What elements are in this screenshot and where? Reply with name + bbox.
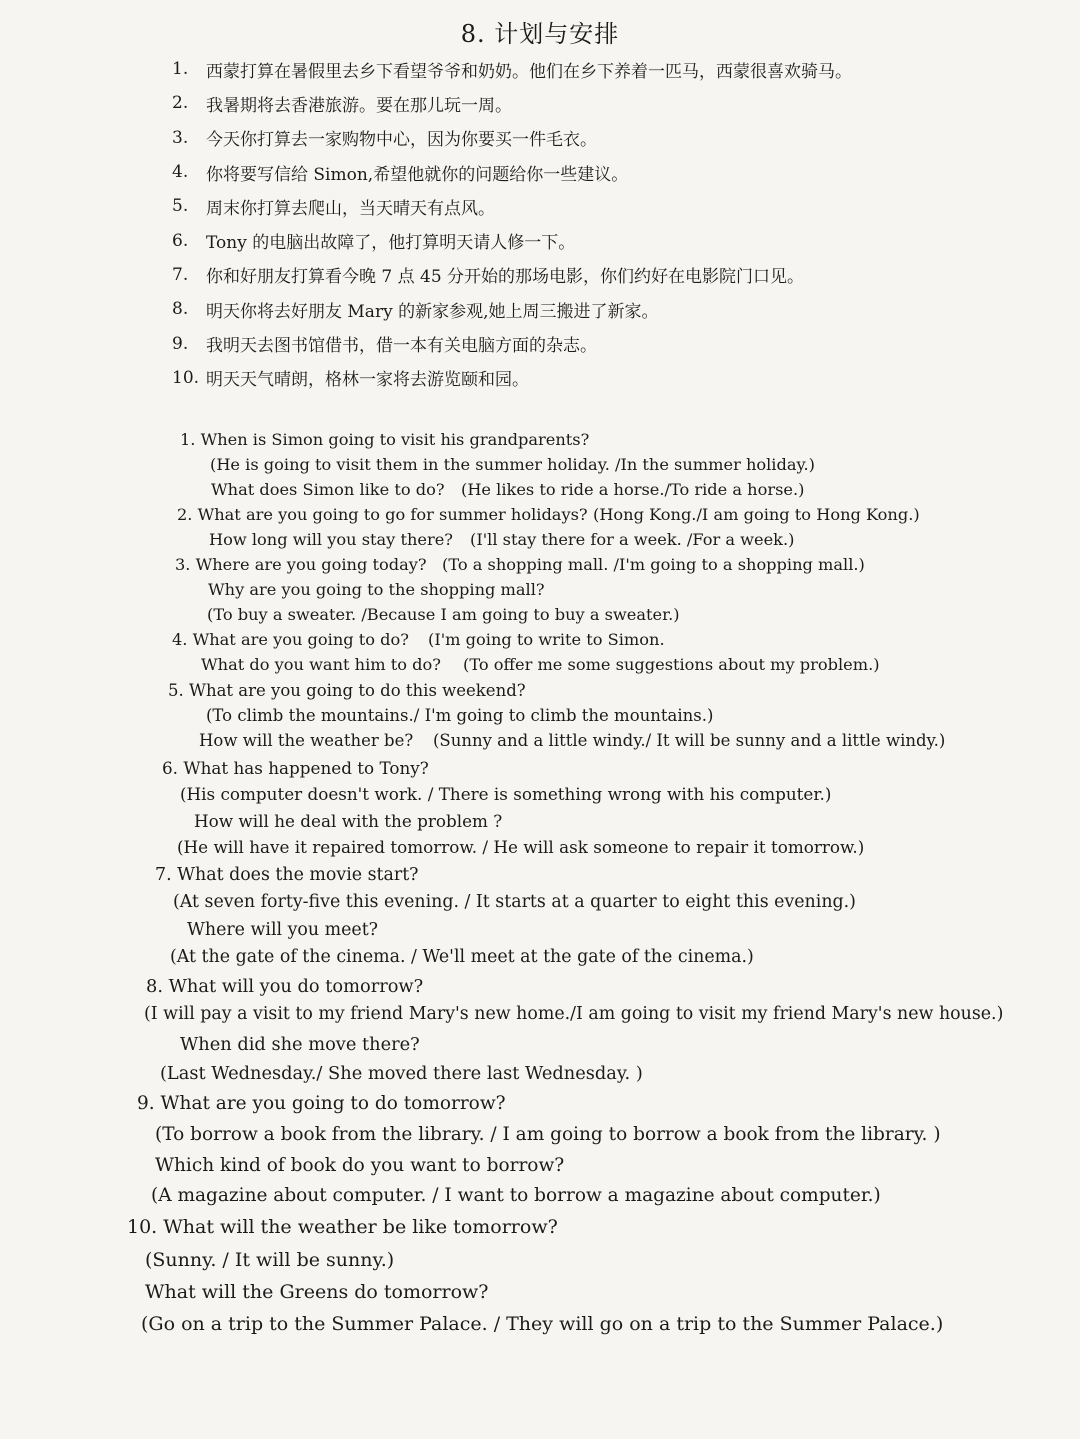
prompt-text: 你和好朋友打算看今晚 7 点 45 分开始的那场电影，你们约好在电影院门口见。 xyxy=(206,267,805,288)
answer-line xyxy=(209,530,794,549)
answer-text: Where will you meet? xyxy=(187,920,379,940)
answer-text: 5. What are you going to do this weekend? xyxy=(168,681,526,700)
page-title: 8. 计划与安排 xyxy=(460,20,620,48)
prompt-number: 2. xyxy=(172,93,189,114)
answer-line xyxy=(173,892,856,912)
prompt-text: 明天你将去好朋友 Mary 的新家参观,她上周三搬进了新家。 xyxy=(206,301,659,322)
prompt-text: 周末你打算去爬山，当天晴天有点风。 xyxy=(206,198,495,219)
answer-text: How will he deal with the problem ? xyxy=(194,811,503,831)
answer-text: 10. What will the weather be like tomorrow? xyxy=(127,1216,558,1238)
answer-line xyxy=(155,865,419,885)
answer-text: What will the Greens do tomorrow? xyxy=(145,1281,489,1303)
prompt-number: 3. xyxy=(172,127,189,148)
answer-text: 4. What are you going to do? xyxy=(172,630,409,649)
prompt-number: 8. xyxy=(172,299,189,320)
answer-line xyxy=(145,1249,394,1271)
prompt-number: 1. xyxy=(172,59,189,80)
prompt-number: 6. xyxy=(172,230,189,251)
answer-line xyxy=(127,1216,558,1238)
answer-line xyxy=(170,947,754,967)
answer-line xyxy=(144,1004,1003,1024)
answer-text: What does Simon like to do? xyxy=(211,480,445,499)
answer-line xyxy=(208,580,545,599)
answer-line xyxy=(210,455,815,474)
answer-line xyxy=(194,811,502,831)
answer-line xyxy=(177,505,920,524)
answer-line xyxy=(177,837,864,857)
answer-text: (To climb the mountains./ I'm going to climb the mountains.) xyxy=(206,706,714,725)
answer-line xyxy=(180,430,589,449)
answer-text: (He is going to visit them in the summer holiday. /In the summer holiday.) xyxy=(210,455,815,474)
answer-text: How will the weather be? xyxy=(199,731,414,750)
answer-text: (To buy a sweater. /Because I am going to buy a sweater.) xyxy=(207,605,680,624)
answer-line xyxy=(199,731,945,750)
answer-text: (At seven forty-five this evening. / It starts at a quarter to eight this evening.) xyxy=(173,892,856,912)
prompt-number: 4. xyxy=(172,162,189,183)
prompt-number: 7. xyxy=(172,264,189,285)
prompt-text: 今天你打算去一家购物中心，因为你要买一件毛衣。 xyxy=(206,130,597,151)
answer-text: Why are you going to the shopping mall? xyxy=(208,580,545,599)
answer-line xyxy=(172,630,665,649)
prompt-text: 明天天气晴朗，格林一家将去游览颐和园。 xyxy=(206,370,529,391)
answer-line xyxy=(187,920,378,940)
answer-text: 2. What are you going to go for summer holidays? xyxy=(177,505,588,524)
answer-text: How long will you stay there? xyxy=(209,530,453,549)
answer-line xyxy=(207,605,680,624)
answer-line xyxy=(155,1155,564,1176)
answer-line xyxy=(201,655,880,674)
answer-line xyxy=(145,1281,488,1303)
prompt-number: 10. xyxy=(172,367,200,388)
answer-line xyxy=(141,1313,943,1335)
answer-line xyxy=(137,1093,506,1114)
prompt-text: 我明天去图书馆借书，借一本有关电脑方面的杂志。 xyxy=(206,336,597,357)
answer-text: (He likes to ride a horse./To ride a horse.) xyxy=(461,480,805,499)
answer-text: (Sunny and a little windy./ It will be sunny and a little windy.) xyxy=(433,731,946,750)
answer-text: Which kind of book do you want to borrow? xyxy=(155,1155,565,1176)
answer-line xyxy=(211,480,804,499)
prompt-number: 5. xyxy=(172,196,189,217)
answer-text: 6. What has happened to Tony? xyxy=(162,758,429,778)
answer-text: (Hong Kong./I am going to Hong Kong.) xyxy=(593,505,920,524)
answer-text: (I'll stay there for a week. /For a week.) xyxy=(470,530,795,549)
answer-line xyxy=(168,681,526,700)
prompt-text: Tony 的电脑出故障了，他打算明天请人修一下。 xyxy=(206,233,576,254)
answer-text: When did she move there? xyxy=(180,1034,420,1055)
answer-line xyxy=(151,1185,881,1206)
answer-text: (A magazine about computer. / I want to borrow a magazine about computer.) xyxy=(151,1185,881,1206)
answer-text: (He will have it repaired tomorrow. / He will ask someone to repair it tomorrow.) xyxy=(177,837,865,857)
answer-text: 1. When is Simon going to visit his grandparents? xyxy=(180,430,590,449)
answer-text: 3. Where are you going today? xyxy=(175,555,427,574)
answer-line xyxy=(160,1063,643,1084)
answer-line xyxy=(146,976,423,997)
answer-text: 9. What are you going to do tomorrow? xyxy=(137,1093,506,1114)
answer-text: What do you want him to do? xyxy=(201,655,441,674)
answer-line xyxy=(175,555,865,574)
prompt-text: 你将要写信给 Simon,希望他就你的问题给你一些建议。 xyxy=(206,164,629,185)
answer-text: 8. What will you do tomorrow? xyxy=(146,976,424,997)
answer-line xyxy=(180,1034,420,1055)
prompt-number: 9. xyxy=(172,333,189,354)
answer-text: (His computer doesn't work. / There is something wrong with his computer.) xyxy=(180,784,832,804)
prompt-text: 我暑期将去香港旅游。要在那儿玩一周。 xyxy=(206,95,512,116)
answer-text: (To borrow a book from the library. / I am going to borrow a book from the library. ) xyxy=(155,1124,941,1145)
answer-text: 7. What does the movie start? xyxy=(155,865,419,885)
answer-text: (I will pay a visit to my friend Mary's new home./I am going to visit my friend Mary's new house.) xyxy=(144,1004,1004,1024)
answer-line xyxy=(155,1124,941,1145)
answer-text: (To a shopping mall. /I'm going to a shopping mall.) xyxy=(442,555,865,574)
answer-text: (I'm going to write to Simon. xyxy=(428,630,665,649)
answer-text: (To offer me some suggestions about my problem.) xyxy=(463,655,880,674)
prompt-text: 西蒙打算在暑假里去乡下看望爷爷和奶奶。他们在乡下养着一匹马，西蒙很喜欢骑马。 xyxy=(206,61,852,82)
answer-text: (Last Wednesday./ She moved there last Wednesday. ) xyxy=(160,1063,643,1084)
answer-text: (Go on a trip to the Summer Palace. / They will go on a trip to the Summer Palace.) xyxy=(141,1313,944,1335)
answer-line xyxy=(162,758,429,778)
answer-line xyxy=(206,706,713,725)
answer-line xyxy=(180,784,831,804)
answer-text: (Sunny. / It will be sunny.) xyxy=(145,1249,395,1271)
answer-text: (At the gate of the cinema. / We'll meet at the gate of the cinema.) xyxy=(170,947,754,967)
